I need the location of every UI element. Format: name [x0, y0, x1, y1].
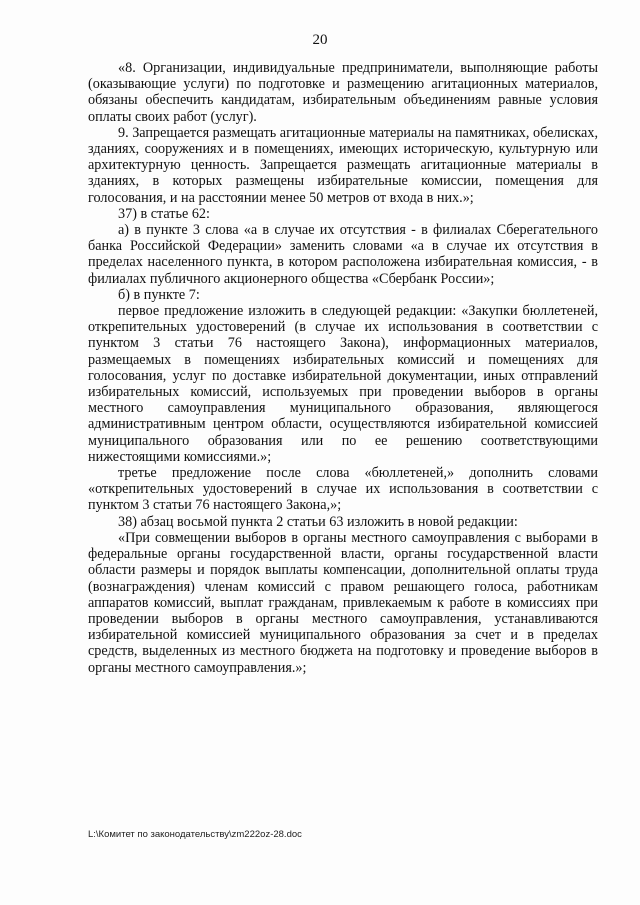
paragraph-combined-elections: «При совмещении выборов в органы местного самоуправления с выборами в федеральные органы государственной власти, органы государственной власти области размеры и порядок выплаты компенсации, дополнительной оплаты труда (вознаграждения) членам комиссий с правом решающего голоса, работникам аппаратов комиссий, выплат гражданам, привлекаемым к работе в комиссиях при проведении выборов в органы местного самоуправления, устанавливаются избирательной комиссией муниципального образования за счет и в пределах средств, выделенных из местного бюджета на подготовку и проведение выборов в органы местного самоуправления.»; [88, 529, 598, 676]
paragraph-article-62: 37) в статье 62: [118, 205, 210, 222]
document-body [88, 60, 598, 676]
paragraph-subitem-a: а) в пункте 3 слова «а в случае их отсутствия - в филиалах Сберегательного банка Российской Федерации» заменить словами «а в случае их отсутствия в пределах населенного пункта, в котором расположена избирательная комиссия, - в филиалах публичного акционерного общества «Сбербанк России»; [88, 222, 598, 287]
paragraph-item-8: «8. Организации, индивидуальные предприниматели, выполняющие работы (оказывающие услуги) по подготовке и размещению агитационных материалов, обязаны обеспечить кандидатам, избирательным объединениям равные условия оплаты своих работ (услуг). [88, 60, 598, 125]
paragraph-third-sentence: третье предложение после слова «бюллетеней,» дополнить словами «открепительных удостоверений в случае их использования в соответствии с пунктом 3 статьи 76 настоящего Закона,»; [88, 465, 598, 514]
paragraph-item-9: 9. Запрещается размещать агитационные материалы на памятниках, обелисках, зданиях, сооружениях и в помещениях, имеющих историческую, культурную или архитектурную ценность. Запрещается размещать агитационные материалы в зданиях, в которых размещены избирательные комиссии, помещения для голосования, и на расстоянии менее 50 метров от входа в них.»; [88, 124, 598, 206]
paragraph-article-63: 38) абзац восьмой пункта 2 статьи 63 изложить в новой редакции: [118, 513, 518, 530]
paragraph-first-sentence: первое предложение изложить в следующей редакции: «Закупки бюллетеней, открепительных удостоверений (в случае их использования в соответствии с пунктом 3 статьи 76 настоящего Закона), информационных материалов, размещаемых в помещениях избирательных комиссий и помещениях для голосования, услуг по доставке избирательной документации, иных отправлений избирательных комиссий, используемых при проведении выборов в органы местного самоуправления муниципального образования, являющегося административным центром области, осуществляются избирательной комиссией муниципального образования или по ее решению соответствующими нижестоящими комиссиями.»; [88, 303, 598, 465]
paragraph-subitem-b: б) в пункте 7: [118, 286, 200, 303]
page-number: 20 [312, 32, 328, 48]
file-path-footer: L:\Комитет по законодательству\zm222oz-28.doc [88, 829, 302, 840]
